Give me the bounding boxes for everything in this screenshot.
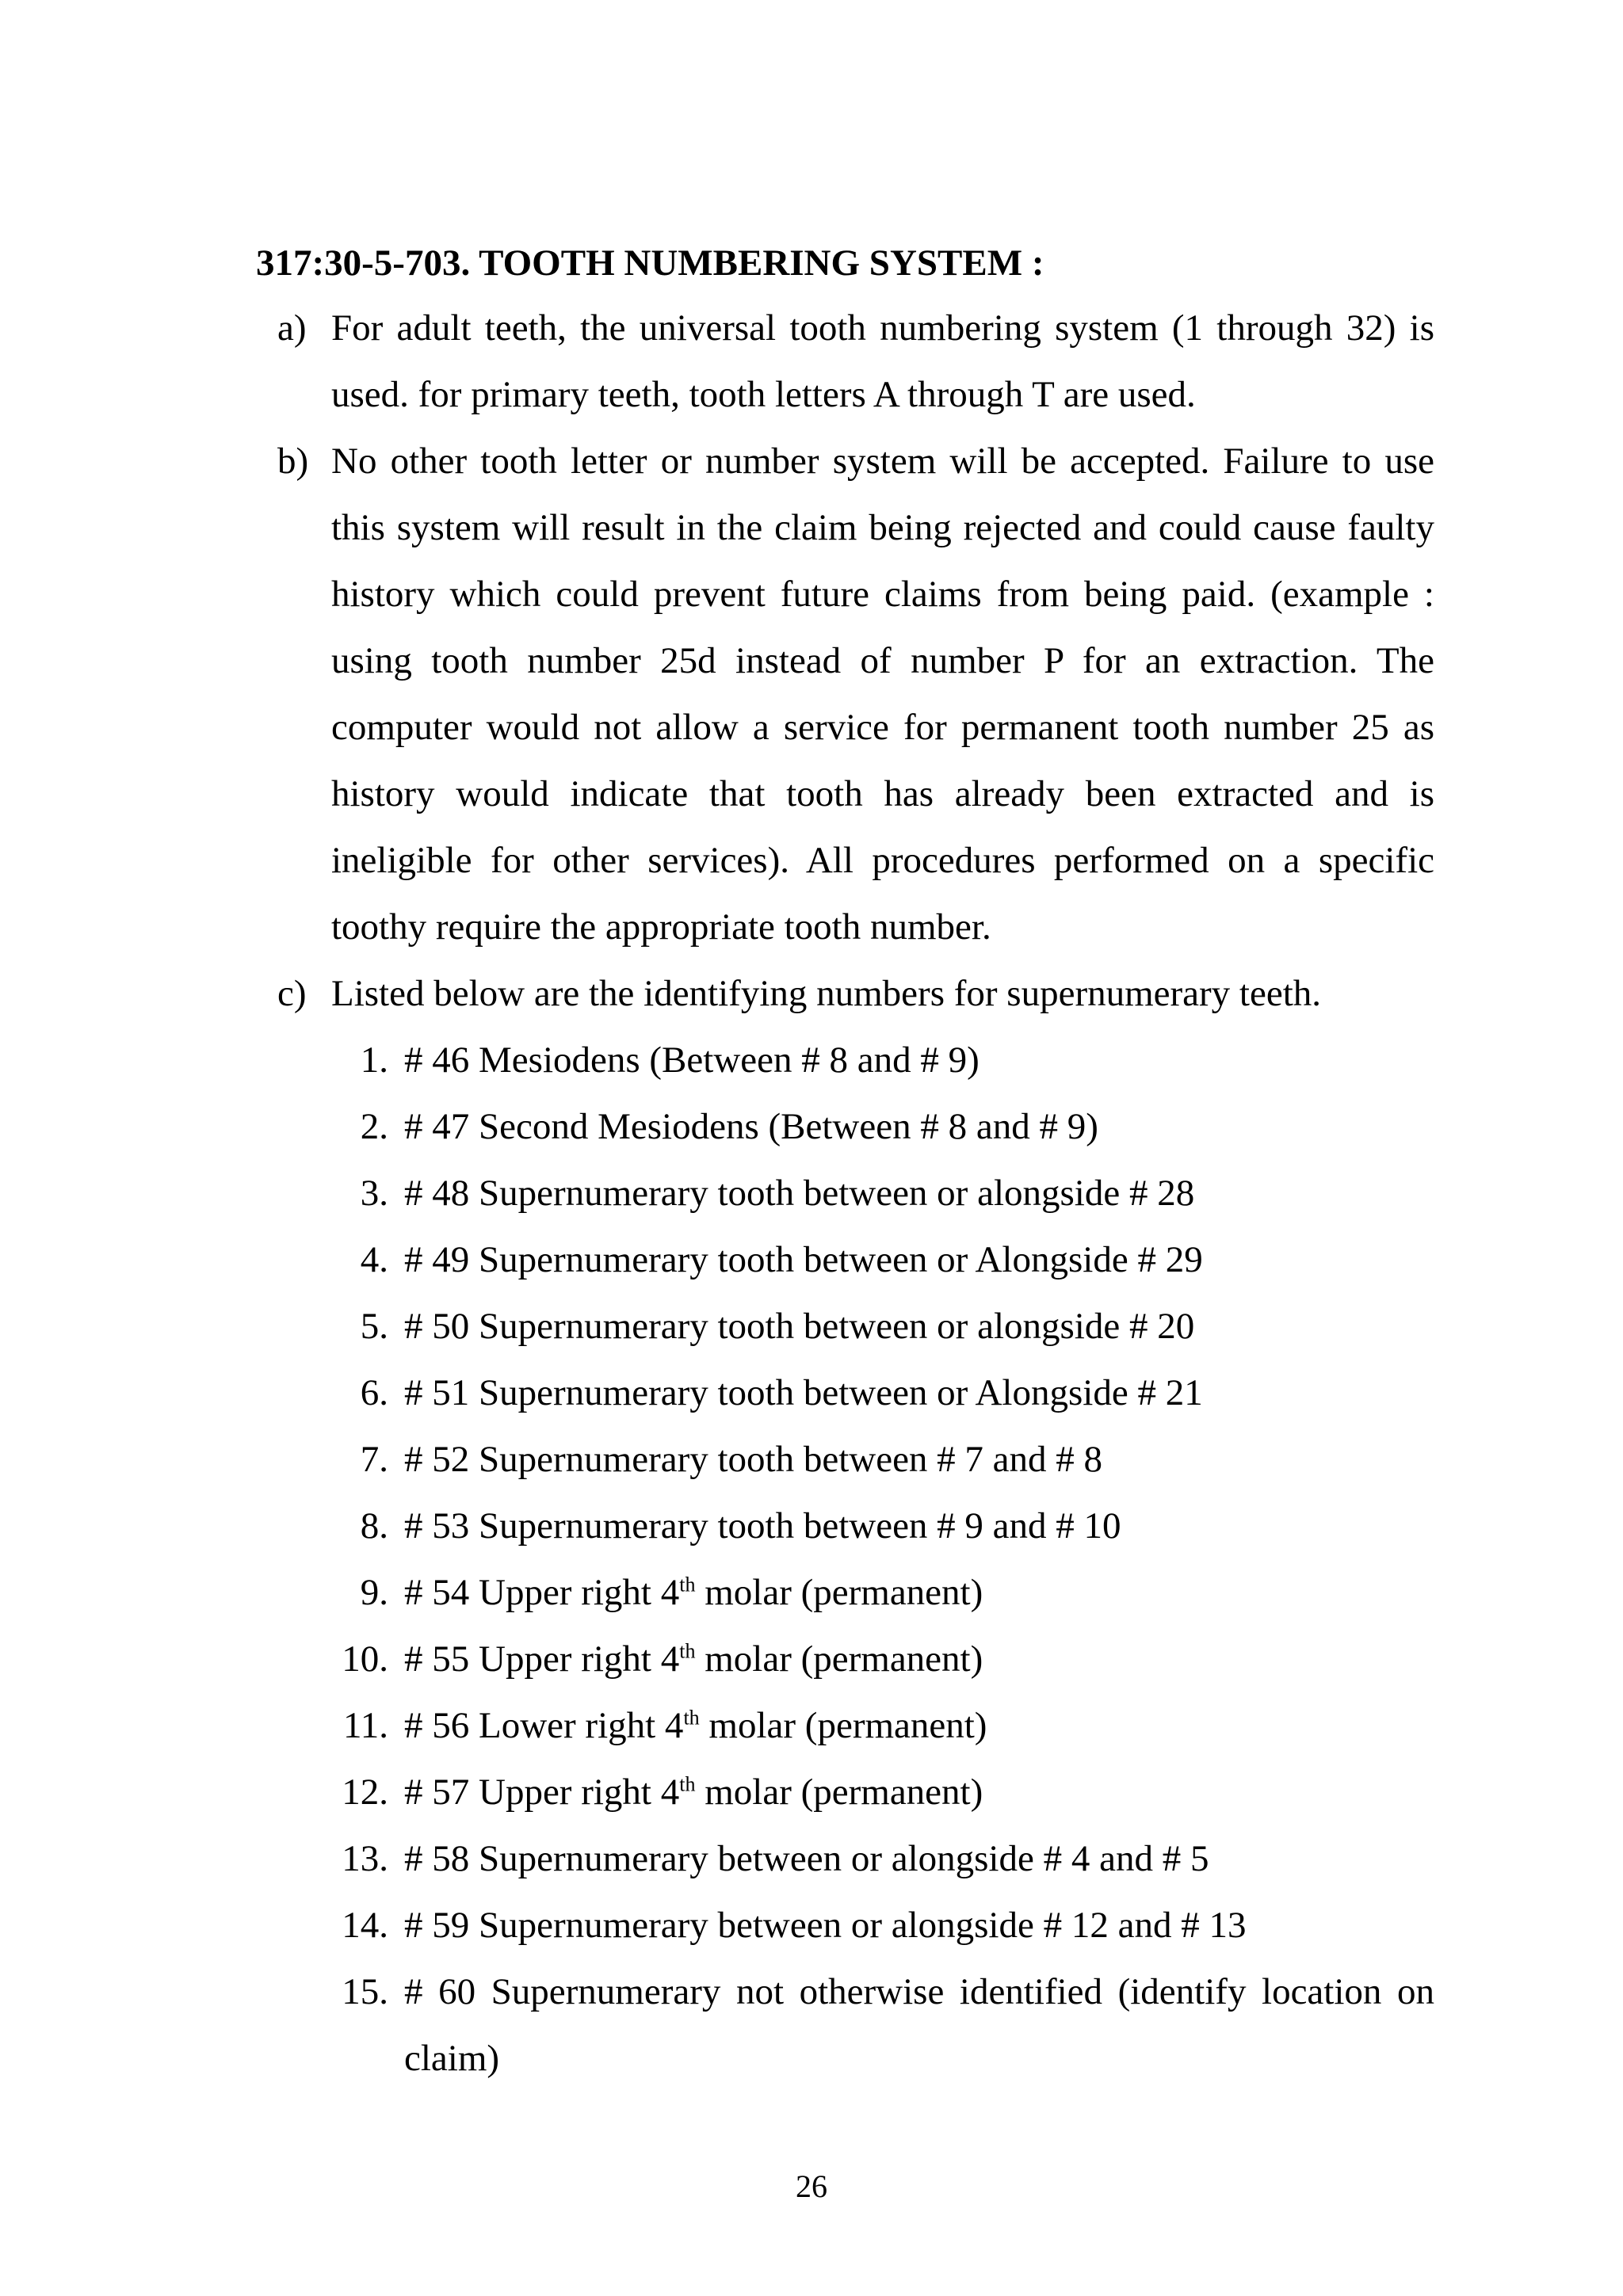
item-text-rest: molar (permanent) (695, 1572, 983, 1613)
supernumerary-item (325, 1093, 1434, 1160)
list-item-text: No other tooth letter or number system will be accepted. Failure to use this system will result in the claim being rejected and could cause faulty history which could prevent future claims from being paid. (example : using tooth number 25d instead of number P for an extraction. The computer would not allow a service for permanent tooth number 25 as history would indicate that tooth has already been extracted and is ineligible for other services). All procedures performed on a specific toothy require the appropriate tooth number. (331, 441, 1434, 948)
item-text: # 58 Supernumerary between or alongside # 4 and # 5 (404, 1838, 1209, 1879)
list-item-a (277, 295, 1434, 428)
item-text: # 59 Supernumerary between or alongside # 12 and # 13 (404, 1905, 1247, 1946)
ordinal-suffix: th (679, 1639, 696, 1663)
supernumerary-item (325, 1892, 1434, 1958)
item-text: # 60 Supernumerary not otherwise identified (identify location on claim) (404, 1971, 1434, 2079)
supernumerary-item (325, 1692, 1434, 1759)
item-number: 8. (360, 1505, 388, 1547)
supernumerary-item (325, 1759, 1434, 1825)
item-number: 1. (360, 1039, 388, 1081)
supernumerary-item (325, 1825, 1434, 1892)
item-number: 13. (342, 1838, 388, 1879)
ordinal-suffix: th (679, 1573, 696, 1596)
item-text-rest: molar (permanent) (699, 1705, 987, 1746)
item-text: # 51 Supernumerary tooth between or Alongside # 21 (404, 1372, 1203, 1413)
supernumerary-item (325, 1626, 1434, 1692)
item-text (404, 1626, 1434, 1692)
item-number: 11. (342, 1705, 388, 1746)
ordinal-suffix: th (683, 1706, 700, 1730)
item-number: 6. (360, 1372, 388, 1413)
supernumerary-item (325, 1226, 1434, 1293)
item-number: 14. (342, 1905, 388, 1946)
list-item-text: For adult teeth, the universal tooth numbering system (1 through 32) is used. for primary teeth, tooth letters A through T are used. (331, 307, 1434, 415)
list-item-text: Listed below are the identifying numbers for supernumerary teeth. (331, 973, 1322, 1014)
page-number: 26 (796, 2168, 827, 2204)
ordinal-suffix: th (679, 1772, 696, 1796)
item-text (404, 1759, 1434, 1825)
list-marker: c) (277, 973, 307, 1014)
supernumerary-item (325, 1958, 1434, 2092)
item-text-main: # 57 Upper right 4 (404, 1772, 680, 1813)
item-number: 7. (360, 1439, 388, 1480)
supernumerary-item (325, 1559, 1434, 1626)
section-heading: 317:30-5-703. TOOTH NUMBERING SYSTEM : (256, 242, 1044, 284)
item-number: 10. (342, 1638, 388, 1680)
item-text-rest: molar (permanent) (695, 1638, 983, 1680)
item-text: # 52 Supernumerary tooth between # 7 and # 8 (404, 1439, 1103, 1480)
item-text-main: # 55 Upper right 4 (404, 1638, 680, 1680)
item-text-main: # 54 Upper right 4 (404, 1572, 680, 1613)
supernumerary-item (325, 1160, 1434, 1226)
item-number: 4. (360, 1239, 388, 1280)
item-number: 15. (342, 1971, 388, 2012)
supernumerary-item (325, 1027, 1434, 1093)
item-text-main: # 56 Lower right 4 (404, 1705, 684, 1746)
item-number: 12. (342, 1772, 388, 1813)
item-number: 2. (360, 1106, 388, 1147)
list-marker: b) (277, 441, 309, 482)
item-text (404, 1559, 1434, 1626)
supernumerary-item (325, 1360, 1434, 1426)
item-text: # 46 Mesiodens (Between # 8 and # 9) (404, 1039, 980, 1081)
item-text (404, 1692, 1434, 1759)
supernumerary-item (325, 1293, 1434, 1360)
item-text: # 50 Supernumerary tooth between or alongside # 20 (404, 1306, 1195, 1347)
item-number: 3. (360, 1173, 388, 1214)
supernumerary-item (325, 1426, 1434, 1493)
item-text: # 47 Second Mesiodens (Between # 8 and # 9) (404, 1106, 1098, 1147)
item-text: # 53 Supernumerary tooth between # 9 and # 10 (404, 1505, 1121, 1547)
item-text: # 48 Supernumerary tooth between or alongside # 28 (404, 1173, 1195, 1214)
list-item-b (277, 428, 1434, 960)
supernumerary-item (325, 1493, 1434, 1559)
item-text-rest: molar (permanent) (695, 1772, 983, 1813)
item-text: # 49 Supernumerary tooth between or Alongside # 29 (404, 1239, 1203, 1280)
list-item-c (277, 960, 1434, 1027)
item-number: 5. (360, 1306, 388, 1347)
list-marker: a) (277, 307, 307, 349)
item-number: 9. (360, 1572, 388, 1613)
